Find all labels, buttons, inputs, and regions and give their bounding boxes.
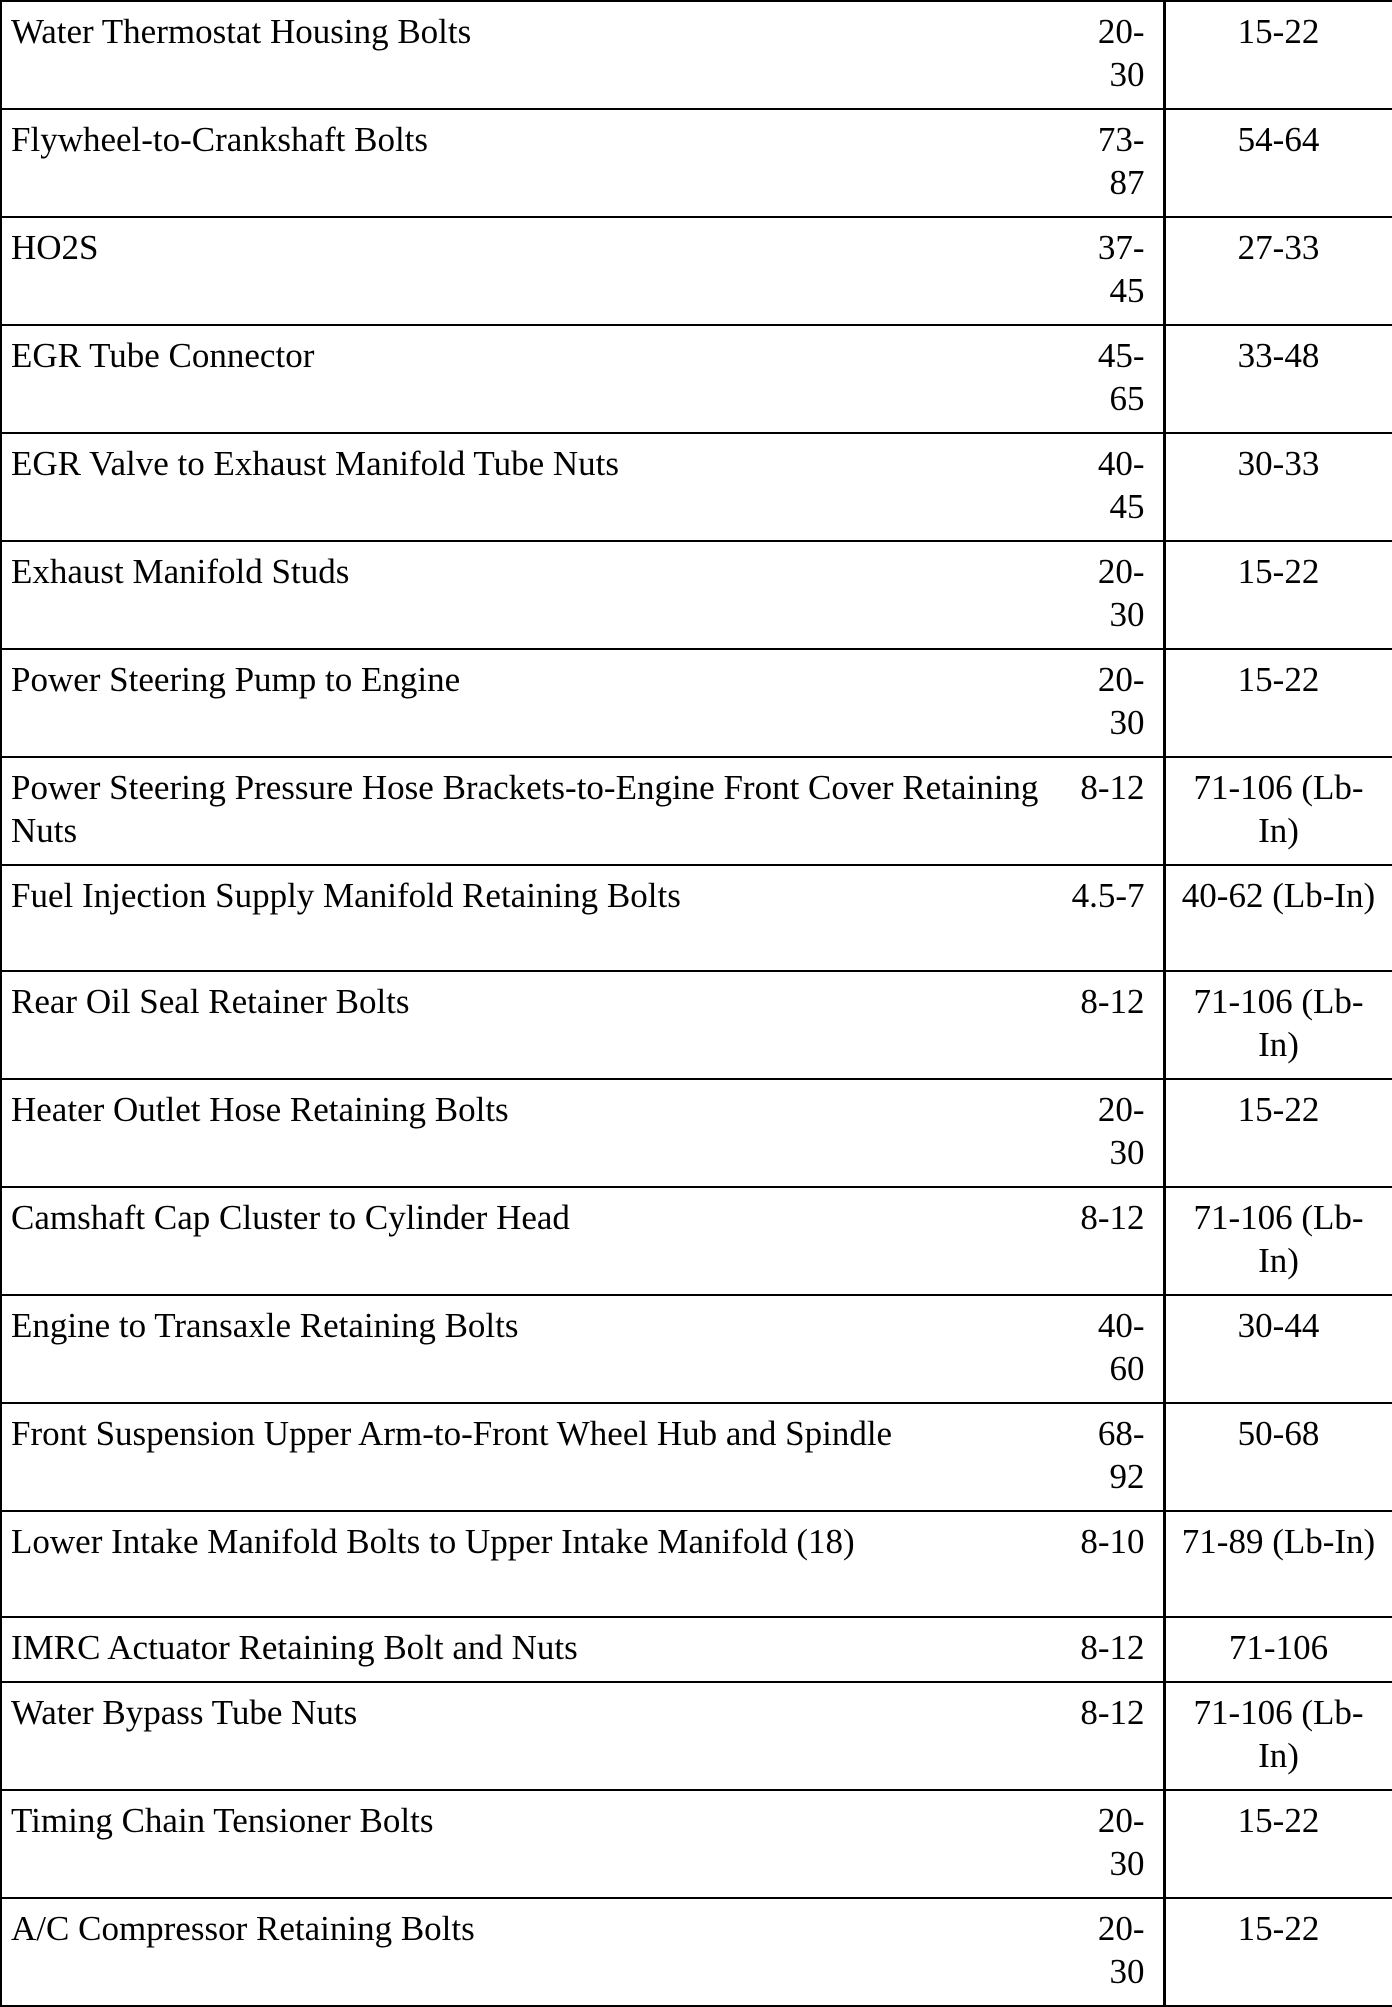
table-row <box>1 1898 1392 2006</box>
table-row <box>1 1617 1392 1682</box>
row-description: Fuel Injection Supply Manifold Retaining Bolts <box>1 865 1067 971</box>
table-row <box>1 109 1392 217</box>
table-row <box>1 1187 1392 1295</box>
row-description: Timing Chain Tensioner Bolts <box>1 1790 1067 1898</box>
row-lbft-value: 15-22 <box>1164 649 1392 757</box>
row-nm-value: 8-12 <box>1067 1682 1164 1790</box>
row-nm-value: 20-30 <box>1067 1898 1164 2006</box>
table-row <box>1 1511 1392 1617</box>
row-nm-value: 20-30 <box>1067 1 1164 109</box>
row-lbft-value: 30-33 <box>1164 433 1392 541</box>
row-lbft-value: 15-22 <box>1164 1790 1392 1898</box>
row-nm-value: 20-30 <box>1067 541 1164 649</box>
row-nm-value: 73-87 <box>1067 109 1164 217</box>
row-description: A/C Compressor Retaining Bolts <box>1 1898 1067 2006</box>
row-description: Heater Outlet Hose Retaining Bolts <box>1 1079 1067 1187</box>
torque-spec-table-body <box>1 1 1392 2006</box>
row-lbft-value: 40-62 (Lb-In) <box>1164 865 1392 971</box>
row-nm-value: 20-30 <box>1067 649 1164 757</box>
row-nm-value: 8-10 <box>1067 1511 1164 1617</box>
row-nm-value: 20-30 <box>1067 1790 1164 1898</box>
row-lbft-value: 71-89 (Lb-In) <box>1164 1511 1392 1617</box>
row-description: Exhaust Manifold Studs <box>1 541 1067 649</box>
table-row <box>1 217 1392 325</box>
row-description: Water Thermostat Housing Bolts <box>1 1 1067 109</box>
row-description: HO2S <box>1 217 1067 325</box>
row-nm-value: 8-12 <box>1067 1187 1164 1295</box>
table-row <box>1 1682 1392 1790</box>
table-row <box>1 1295 1392 1403</box>
row-lbft-value: 33-48 <box>1164 325 1392 433</box>
row-description: Camshaft Cap Cluster to Cylinder Head <box>1 1187 1067 1295</box>
row-description: EGR Tube Connector <box>1 325 1067 433</box>
row-nm-value: 40-45 <box>1067 433 1164 541</box>
row-lbft-value: 15-22 <box>1164 541 1392 649</box>
row-lbft-value: 15-22 <box>1164 1898 1392 2006</box>
row-nm-value: 20-30 <box>1067 1079 1164 1187</box>
row-lbft-value: 15-22 <box>1164 1 1392 109</box>
table-row <box>1 325 1392 433</box>
table-row <box>1 757 1392 865</box>
row-description: Power Steering Pump to Engine <box>1 649 1067 757</box>
row-nm-value: 8-12 <box>1067 971 1164 1079</box>
table-row <box>1 433 1392 541</box>
row-description: Rear Oil Seal Retainer Bolts <box>1 971 1067 1079</box>
row-lbft-value: 71-106 (Lb-In) <box>1164 1682 1392 1790</box>
row-lbft-value: 50-68 <box>1164 1403 1392 1511</box>
row-description: Engine to Transaxle Retaining Bolts <box>1 1295 1067 1403</box>
row-lbft-value: 27-33 <box>1164 217 1392 325</box>
row-lbft-value: 54-64 <box>1164 109 1392 217</box>
row-description: EGR Valve to Exhaust Manifold Tube Nuts <box>1 433 1067 541</box>
row-nm-value: 40-60 <box>1067 1295 1164 1403</box>
row-lbft-value: 71-106 <box>1164 1617 1392 1682</box>
table-row <box>1 1079 1392 1187</box>
row-nm-value: 68-92 <box>1067 1403 1164 1511</box>
table-row <box>1 649 1392 757</box>
row-nm-value: 37-45 <box>1067 217 1164 325</box>
row-nm-value: 8-12 <box>1067 757 1164 865</box>
row-nm-value: 4.5-7 <box>1067 865 1164 971</box>
table-row <box>1 865 1392 971</box>
row-description: Lower Intake Manifold Bolts to Upper Intake Manifold (18) <box>1 1511 1067 1617</box>
table-row <box>1 971 1392 1079</box>
row-description: Power Steering Pressure Hose Brackets-to-Engine Front Cover Retaining Nuts <box>1 757 1067 865</box>
table-row <box>1 1 1392 109</box>
row-lbft-value: 71-106 (Lb-In) <box>1164 1187 1392 1295</box>
row-lbft-value: 15-22 <box>1164 1079 1392 1187</box>
table-row <box>1 541 1392 649</box>
row-nm-value: 45-65 <box>1067 325 1164 433</box>
row-nm-value: 8-12 <box>1067 1617 1164 1682</box>
row-lbft-value: 71-106 (Lb-In) <box>1164 971 1392 1079</box>
row-description: IMRC Actuator Retaining Bolt and Nuts <box>1 1617 1067 1682</box>
table-row <box>1 1790 1392 1898</box>
row-description: Flywheel-to-Crankshaft Bolts <box>1 109 1067 217</box>
row-lbft-value: 71-106 (Lb-In) <box>1164 757 1392 865</box>
row-description: Front Suspension Upper Arm-to-Front Wheel Hub and Spindle <box>1 1403 1067 1511</box>
row-description: Water Bypass Tube Nuts <box>1 1682 1067 1790</box>
row-lbft-value: 30-44 <box>1164 1295 1392 1403</box>
table-row <box>1 1403 1392 1511</box>
